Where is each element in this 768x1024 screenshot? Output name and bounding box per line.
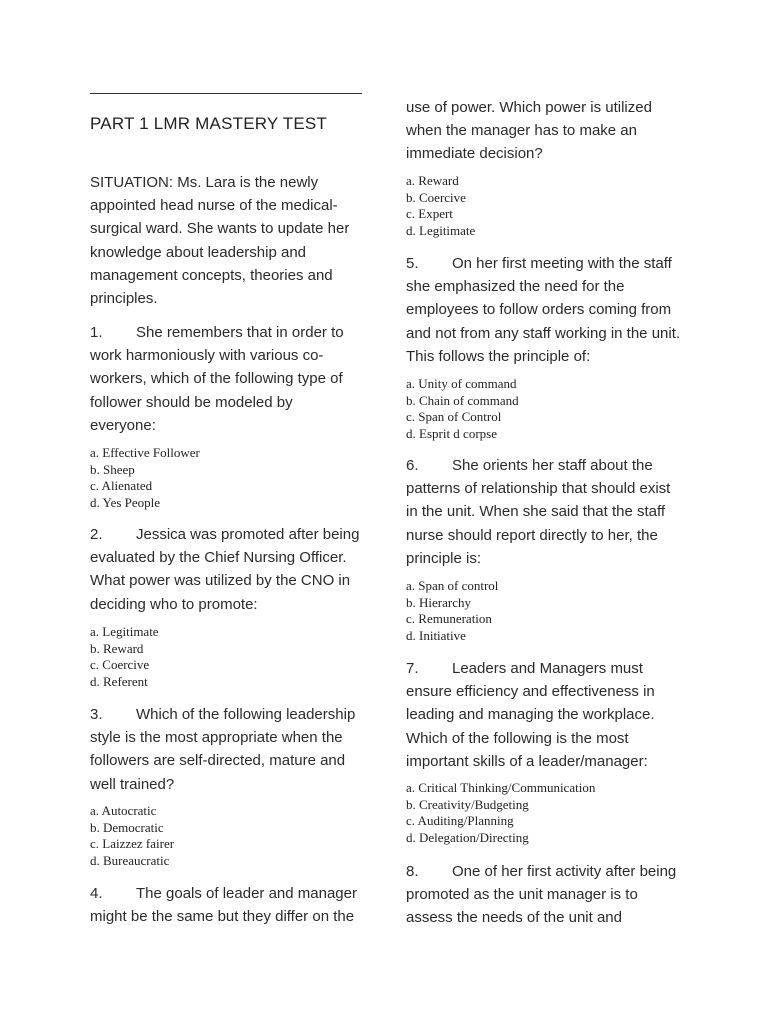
option-c: c. Laizzez fairer <box>90 836 175 851</box>
options-list <box>90 445 362 511</box>
situation-paragraph: SITUATION: Ms. Lara is the newly appointed head nurse of the medical-surgical ward. She wants to update her knowledge about leadership and management concepts, theories and principles. <box>90 174 350 308</box>
options-list <box>90 624 362 690</box>
question-number: 8. <box>406 863 419 880</box>
question-number: 6. <box>406 457 419 474</box>
option-a: a. Span of control <box>406 578 499 593</box>
option-d: d. Referent <box>90 673 148 689</box>
question-number: 2. <box>90 526 103 543</box>
question-number: 1. <box>90 324 103 341</box>
question-8 <box>406 860 682 930</box>
question-text: She orients her staff about the patterns of relationship that should exist in the unit. When she said that the staff nurse should report directly to her, the principle is: <box>406 457 671 567</box>
option-c: c. Span of Control <box>406 409 502 424</box>
question-1 <box>90 321 362 437</box>
options-list <box>90 803 362 869</box>
option-a: a. Autocratic <box>90 803 157 818</box>
option-c: c. Alienated <box>90 478 153 493</box>
option-d: d. Delegation/Directing <box>406 829 529 845</box>
option-a: a. Critical Thinking/Communication <box>406 780 596 795</box>
question-text: On her first meeting with the staff she emphasized the need for the employees to follow orders coming from and not from any staff working in the unit. This follows the principle of: <box>406 255 681 365</box>
question-4 <box>90 882 362 928</box>
option-a: a. Effective Follower <box>90 445 200 460</box>
header-rule <box>90 93 362 94</box>
option-d: d. Bureaucratic <box>90 852 170 868</box>
options-list <box>406 780 682 846</box>
option-a: a. Reward <box>406 173 459 188</box>
question-number: 4. <box>90 885 103 902</box>
option-b: b. Democratic <box>90 819 164 835</box>
option-c: c. Auditing/Planning <box>406 813 514 828</box>
option-d: d. Yes People <box>90 494 161 510</box>
question-3 <box>90 703 362 796</box>
option-b: b. Sheep <box>90 461 135 477</box>
question-number: 7. <box>406 660 419 677</box>
question-5 <box>406 252 682 368</box>
options-list <box>406 376 682 442</box>
question-4-continuation: use of power. Which power is utilized when the manager has to make an immediate decision? <box>406 99 652 163</box>
question-number: 3. <box>90 706 103 723</box>
option-d: d. Esprit d corpse <box>406 425 497 441</box>
option-a: a. Legitimate <box>90 624 159 639</box>
question-2 <box>90 523 362 616</box>
question-text: The goals of leader and manager might be the same but they differ on the <box>90 885 357 926</box>
question-text: Jessica was promoted after being evaluated by the Chief Nursing Officer. What power was utilized by the CNO in deciding who to promote: <box>90 526 360 613</box>
question-number: 5. <box>406 255 419 272</box>
option-d: d. Legitimate <box>406 222 476 238</box>
option-c: c. Coercive <box>90 657 150 672</box>
option-c: c. Expert <box>406 206 453 221</box>
option-a: a. Unity of command <box>406 376 517 391</box>
question-text: Leaders and Managers must ensure efficiency and effectiveness in leading and managing the workplace. Which of the following is the most important skills of a leader/manager: <box>406 660 655 770</box>
option-d: d. Initiative <box>406 627 466 643</box>
options-list <box>406 173 682 239</box>
option-b: b. Creativity/Budgeting <box>406 796 529 812</box>
question-text: One of her first activity after being promoted as the unit manager is to assess the needs of the unit and <box>406 863 677 927</box>
question-text: Which of the following leadership style is the most appropriate when the followers are self-directed, mature and well trained? <box>90 706 356 793</box>
options-list <box>406 578 682 644</box>
option-c: c. Remuneration <box>406 611 492 626</box>
question-text: She remembers that in order to work harmoniously with various co-workers, which of the following type of follower should be modeled by everyone: <box>90 324 344 434</box>
question-7 <box>406 657 682 773</box>
option-b: b. Reward <box>90 640 144 656</box>
option-b: b. Chain of command <box>406 392 519 408</box>
option-b: b. Coercive <box>406 189 466 205</box>
question-6 <box>406 454 682 570</box>
option-b: b. Hierarchy <box>406 594 471 610</box>
page-title: PART 1 LMR MASTERY TEST <box>90 114 328 133</box>
